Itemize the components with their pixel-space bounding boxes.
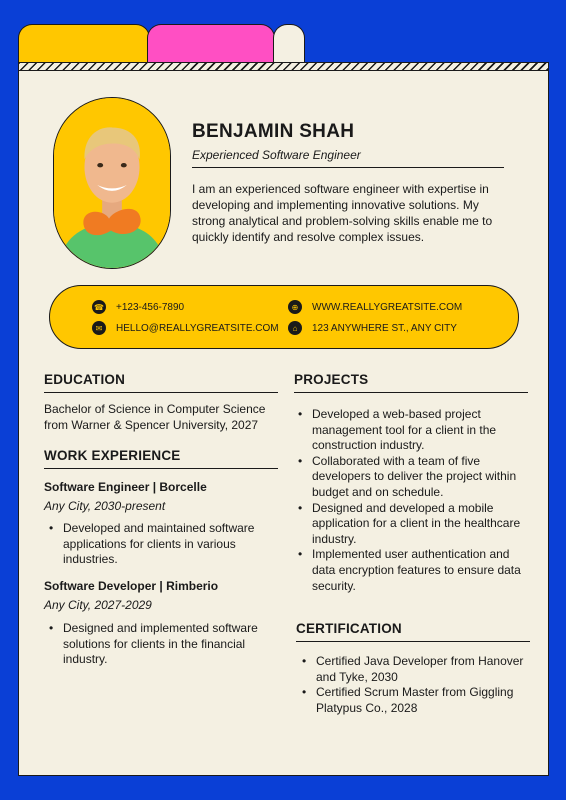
projects-heading: PROJECTS <box>294 372 369 387</box>
list-item: • Certified Scrum Master from Giggling Platypus Co., 2028 <box>298 685 534 716</box>
folder-tab-cream <box>273 24 305 64</box>
candidate-role: Experienced Software Engineer <box>192 148 361 162</box>
job-meta: Any City, 2030-present <box>44 499 166 513</box>
job-bullets <box>45 621 275 668</box>
header-divider <box>192 167 504 168</box>
contact-address <box>288 321 457 335</box>
email-icon: ✉ <box>92 321 106 335</box>
contact-email <box>92 321 279 335</box>
profile-summary: I am an experienced software engineer with expertise in developing and implementing innovative solutions. My strong analytical and problem-solving skills enable me to quickly identify and resolve complex issues. <box>192 182 493 244</box>
certification-rule <box>296 641 530 642</box>
phone-text: +123-456-7890 <box>116 301 185 313</box>
website-text: WWW.REALLYGREATSITE.COM <box>312 301 463 313</box>
phone-icon: ☎ <box>92 300 106 314</box>
address-text: 123 ANYWHERE ST., ANY CITY <box>312 322 457 334</box>
list-item: • Implemented user authentication and data encryption features to ensure data security. <box>294 547 530 594</box>
projects-list <box>294 407 530 594</box>
contact-bar <box>49 285 519 349</box>
education-text: Bachelor of Science in Computer Science from Warner & Spencer University, 2027 <box>44 402 266 432</box>
candidate-name: BENJAMIN SHAH <box>192 121 355 142</box>
education-heading: EDUCATION <box>44 372 126 387</box>
contact-phone <box>92 300 184 314</box>
folder-tab-yellow <box>18 24 150 64</box>
work-rule <box>44 468 278 469</box>
list-item: • Certified Java Developer from Hanover and Tyke, 2030 <box>298 654 534 685</box>
contact-website <box>288 300 462 314</box>
certification-list <box>298 654 534 716</box>
resume-page <box>18 62 549 776</box>
job-meta: Any City, 2027-2029 <box>44 598 152 612</box>
job-title: Software Developer | Rimberio <box>44 579 219 593</box>
profile-photo <box>53 97 171 269</box>
job-bullets <box>45 521 275 568</box>
projects-rule <box>294 392 528 393</box>
email-text: HELLO@REALLYGREATSITE.COM <box>116 322 279 334</box>
hatched-stripe <box>19 63 548 71</box>
home-icon: ⌂ <box>288 321 302 335</box>
folder-tab-pink <box>147 24 275 64</box>
list-item: • Developed and maintained software applications for clients in various industries. <box>45 521 275 568</box>
list-item: • Developed a web-based project management tool for a client in the construction industry. <box>294 407 530 454</box>
globe-icon: ⊕ <box>288 300 302 314</box>
education-rule <box>44 392 278 393</box>
job-title: Software Engineer | Borcelle <box>44 480 207 494</box>
list-item: • Designed and developed a mobile application for a client in the healthcare industry. <box>294 501 530 548</box>
list-item: • Designed and implemented software solutions for clients in the financial industry. <box>45 621 275 668</box>
list-item: • Collaborated with a team of five developers to deliver the project within budget and on schedule. <box>294 454 530 501</box>
certification-heading: CERTIFICATION <box>296 621 402 636</box>
work-heading: WORK EXPERIENCE <box>44 448 181 463</box>
